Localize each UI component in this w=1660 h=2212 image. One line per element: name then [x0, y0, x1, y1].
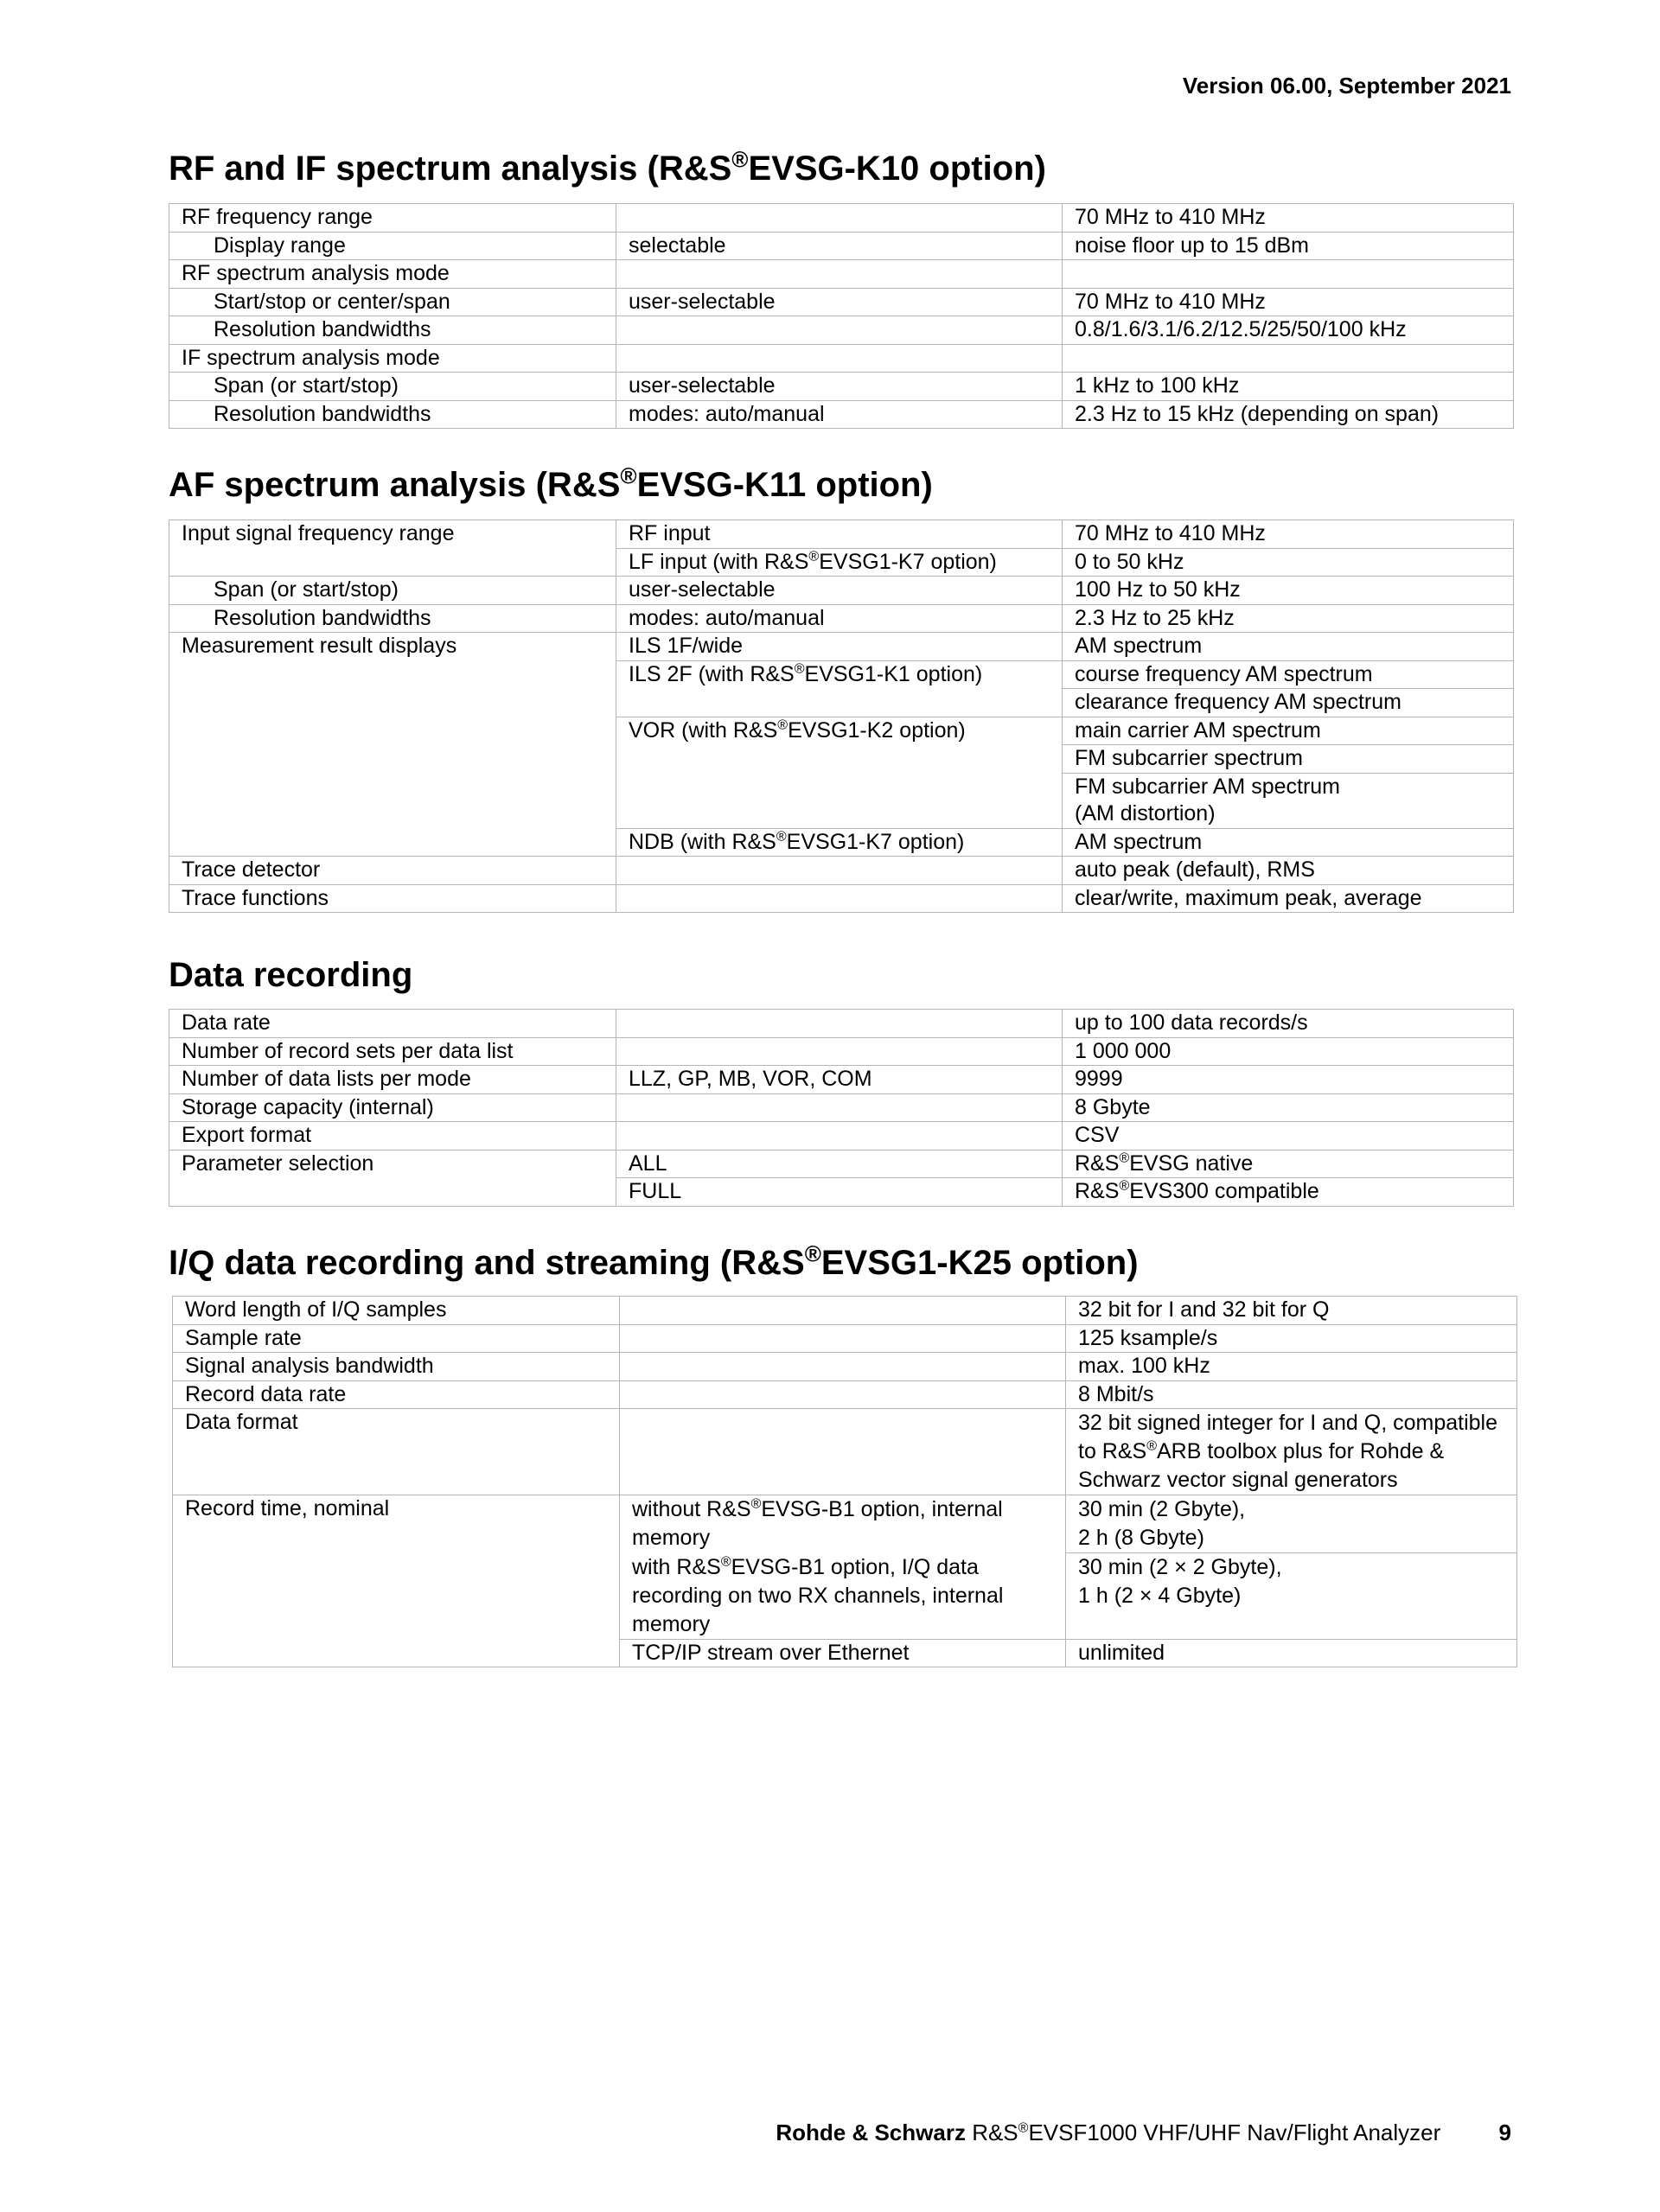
section-title-rf-if: RF and IF spectrum analysis (R&S®EVSG-K10 option) [169, 146, 1046, 188]
table-cell: Resolution bandwidths [169, 316, 616, 345]
table-cell [620, 1324, 1066, 1353]
table-cell: FM subcarrier AM spectrum [1063, 773, 1514, 800]
page-footer [776, 2120, 1511, 2146]
table-cell: VOR (with R&S®EVSG1-K2 option) [616, 717, 1063, 828]
table-cell: 125 ksample/s [1066, 1324, 1517, 1353]
table-cell: Word length of I/Q samples [173, 1297, 620, 1325]
table-row [169, 344, 1514, 373]
table-cell: Signal analysis bandwidth [173, 1353, 620, 1381]
table-cell [616, 884, 1063, 913]
table-row [173, 1409, 1517, 1495]
table-cell: Span (or start/stop) [169, 577, 616, 605]
table-cell [1063, 260, 1514, 289]
table-cell: ALL [616, 1150, 1063, 1178]
table-row [173, 1297, 1517, 1325]
table-cell: Parameter selection [169, 1150, 616, 1206]
table-cell: Data format [173, 1409, 620, 1495]
table-row [173, 1380, 1517, 1409]
table-cell: Input signal frequency range [169, 520, 616, 577]
table-cell: modes: auto/manual [616, 604, 1063, 633]
table-cell: ILS 1F/wide [616, 633, 1063, 661]
table-cell: 1 000 000 [1063, 1037, 1514, 1066]
table-cell [620, 1380, 1066, 1409]
table-cell: main carrier AM spectrum [1063, 717, 1514, 745]
table-cell: LF input (with R&S®EVSG1-K7 option) [616, 548, 1063, 577]
table-cell: modes: auto/manual [616, 400, 1063, 429]
table-cell: RF input [616, 520, 1063, 549]
table-cell: Trace detector [169, 857, 616, 885]
table-row [169, 260, 1514, 289]
table-row [169, 232, 1514, 260]
table-cell [620, 1353, 1066, 1381]
table-cell [620, 1409, 1066, 1495]
table-cell: Number of record sets per data list [169, 1037, 616, 1066]
table-cell: Sample rate [173, 1324, 620, 1353]
table-cell: (AM distortion) [1063, 800, 1514, 828]
table-cell: CSV [1063, 1122, 1514, 1151]
table-cell: without R&S®EVSG-B1 option, internal memory [620, 1495, 1066, 1553]
table-row [169, 204, 1514, 233]
table-cell: Record data rate [173, 1380, 620, 1409]
table-cell [616, 204, 1063, 233]
table-cell [620, 1297, 1066, 1325]
table-cell: user-selectable [616, 373, 1063, 401]
table-cell: 8 Gbyte [1063, 1093, 1514, 1122]
table-cell: with R&S®EVSG-B1 option, I/Q data recording on two RX channels, internal memory [620, 1553, 1066, 1640]
table-cell: Record time, nominal [173, 1495, 620, 1667]
table-cell: ILS 2F (with R&S®EVSG1-K1 option) [616, 660, 1063, 717]
table-row [169, 400, 1514, 429]
table-cell [616, 857, 1063, 885]
table-row [169, 1093, 1514, 1122]
table-row [169, 1037, 1514, 1066]
table-cell: FULL [616, 1178, 1063, 1207]
table-cell: FM subcarrier spectrum [1063, 745, 1514, 774]
table-row [169, 857, 1514, 885]
rf-if-spec-table [169, 203, 1514, 429]
table-cell: user-selectable [616, 577, 1063, 605]
table-cell: 70 MHz to 410 MHz [1063, 520, 1514, 549]
table-row [173, 1353, 1517, 1381]
table-row [169, 316, 1514, 345]
table-cell: Display range [169, 232, 616, 260]
table-cell: noise floor up to 15 dBm [1063, 232, 1514, 260]
table-row [169, 373, 1514, 401]
table-cell: max. 100 kHz [1066, 1353, 1517, 1381]
table-cell [616, 344, 1063, 373]
table-row [169, 1066, 1514, 1094]
footer-company: Rohde & Schwarz [776, 2120, 966, 2145]
table-cell: clearance frequency AM spectrum [1063, 689, 1514, 717]
table-cell: up to 100 data records/s [1063, 1010, 1514, 1038]
table-cell: RF frequency range [169, 204, 616, 233]
table-row [169, 633, 1514, 661]
af-spec-table [169, 520, 1514, 913]
table-cell: clear/write, maximum peak, average [1063, 884, 1514, 913]
section-title-af: AF spectrum analysis (R&S®EVSG-K11 option) [169, 462, 933, 504]
table-cell: 1 kHz to 100 kHz [1063, 373, 1514, 401]
table-cell [616, 260, 1063, 289]
table-cell: user-selectable [616, 288, 1063, 316]
table-cell: Number of data lists per mode [169, 1066, 616, 1094]
table-cell: Start/stop or center/span [169, 288, 616, 316]
table-cell: Resolution bandwidths [169, 400, 616, 429]
table-row [169, 1150, 1514, 1178]
table-cell [616, 1010, 1063, 1038]
page-number: 9 [1498, 2120, 1511, 2145]
table-cell [616, 316, 1063, 345]
table-cell: selectable [616, 232, 1063, 260]
table-cell: TCP/IP stream over Ethernet [620, 1639, 1066, 1667]
table-cell: 2.3 Hz to 25 kHz [1063, 604, 1514, 633]
section-title-data-recording: Data recording [169, 956, 413, 994]
table-row [169, 884, 1514, 913]
table-cell: 9999 [1063, 1066, 1514, 1094]
table-cell: R&S®EVSG native [1063, 1150, 1514, 1178]
table-cell: 32 bit for I and 32 bit for Q [1066, 1297, 1517, 1325]
table-cell: Data rate [169, 1010, 616, 1038]
table-cell: RF spectrum analysis mode [169, 260, 616, 289]
table-cell: Storage capacity (internal) [169, 1093, 616, 1122]
table-cell [616, 1122, 1063, 1151]
table-row [173, 1324, 1517, 1353]
table-cell: Trace functions [169, 884, 616, 913]
table-cell: 100 Hz to 50 kHz [1063, 577, 1514, 605]
table-cell: 8 Mbit/s [1066, 1380, 1517, 1409]
table-row [173, 1495, 1517, 1553]
document-version: Version 06.00, September 2021 [1182, 73, 1511, 99]
table-cell: 32 bit signed integer for I and Q, compatible to R&S®ARB toolbox plus for Rohde & Schwarz vector signal generators [1066, 1409, 1517, 1495]
table-cell: 30 min (2 × 2 Gbyte), 1 h (2 × 4 Gbyte) [1066, 1553, 1517, 1640]
table-cell: Resolution bandwidths [169, 604, 616, 633]
section-title-iq: I/Q data recording and streaming (R&S®EVSG1-K25 option) [169, 1240, 1139, 1282]
table-cell: NDB (with R&S®EVSG1-K7 option) [616, 828, 1063, 857]
data-recording-table [169, 1009, 1514, 1207]
table-cell [616, 1093, 1063, 1122]
table-cell: LLZ, GP, MB, VOR, COM [616, 1066, 1063, 1094]
iq-recording-table [172, 1296, 1517, 1667]
footer-product: R&S®EVSF1000 VHF/UHF Nav/Flight Analyzer [972, 2120, 1441, 2145]
table-cell: AM spectrum [1063, 633, 1514, 661]
table-cell: Measurement result displays [169, 633, 616, 857]
table-row [169, 604, 1514, 633]
table-cell: AM spectrum [1063, 828, 1514, 857]
table-cell: R&S®EVS300 compatible [1063, 1178, 1514, 1207]
table-cell [616, 1037, 1063, 1066]
table-cell: Span (or start/stop) [169, 373, 616, 401]
table-cell: 2.3 Hz to 15 kHz (depending on span) [1063, 400, 1514, 429]
table-cell: unlimited [1066, 1639, 1517, 1667]
table-cell: 0.8/1.6/3.1/6.2/12.5/25/50/100 kHz [1063, 316, 1514, 345]
table-cell: 0 to 50 kHz [1063, 548, 1514, 577]
table-row [169, 520, 1514, 549]
table-cell [1063, 344, 1514, 373]
table-cell: 70 MHz to 410 MHz [1063, 288, 1514, 316]
table-cell: 70 MHz to 410 MHz [1063, 204, 1514, 233]
table-row [169, 1122, 1514, 1151]
table-cell: course frequency AM spectrum [1063, 660, 1514, 689]
table-row [169, 1010, 1514, 1038]
table-cell: Export format [169, 1122, 616, 1151]
table-cell: 30 min (2 Gbyte), 2 h (8 Gbyte) [1066, 1495, 1517, 1553]
table-row [169, 577, 1514, 605]
table-row [169, 288, 1514, 316]
table-cell: auto peak (default), RMS [1063, 857, 1514, 885]
table-cell: IF spectrum analysis mode [169, 344, 616, 373]
